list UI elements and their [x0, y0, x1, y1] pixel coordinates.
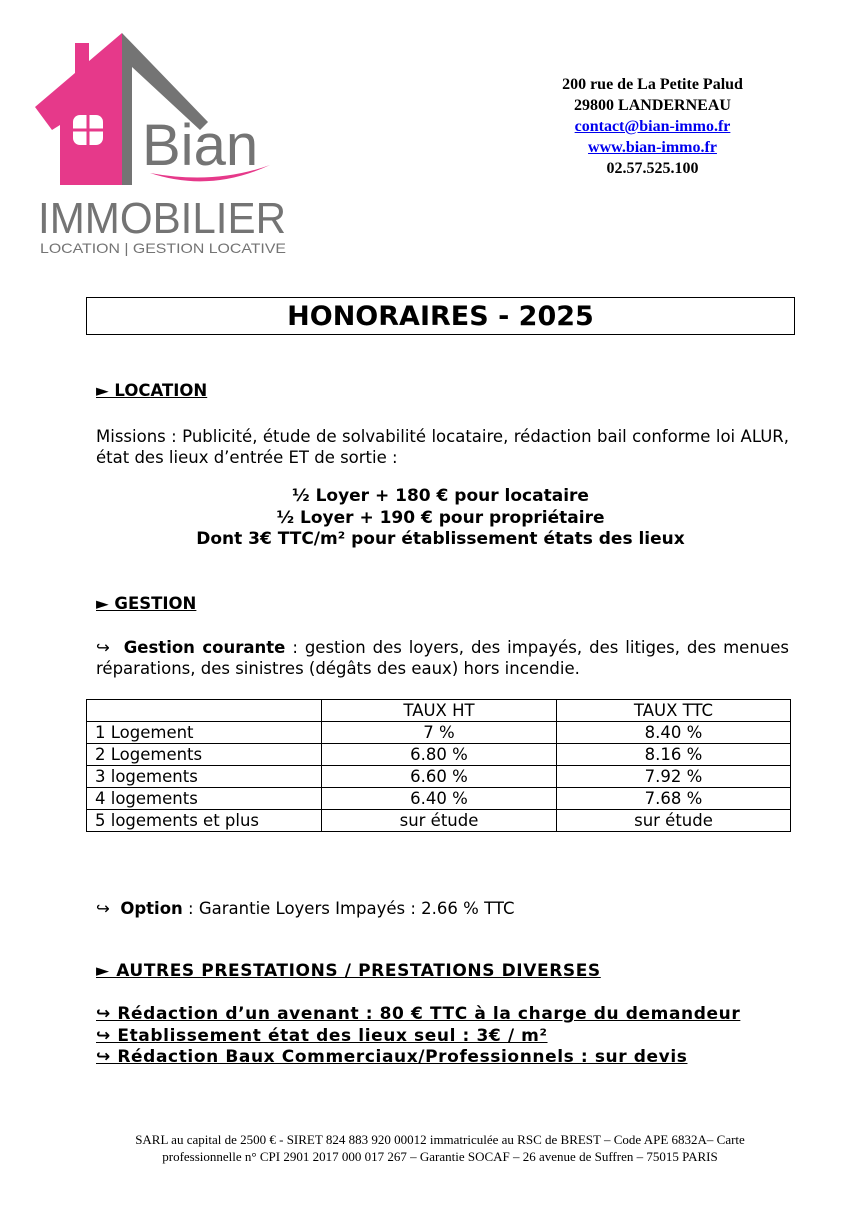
table-row	[87, 810, 791, 832]
table-header-row	[87, 700, 791, 722]
address-line-1: 200 rue de La Petite Palud	[562, 76, 743, 93]
table-header: TAUX TTC	[557, 700, 791, 722]
fee-tenant: ½ Loyer + 180 € pour locataire	[292, 486, 589, 506]
table-row	[87, 744, 791, 766]
presta-item: ↪ Rédaction d’un avenant : 80 € TTC à la charge du demandeur	[96, 1004, 741, 1024]
table-cell: 6.60 %	[322, 766, 557, 788]
table-header: TAUX HT	[322, 700, 557, 722]
option-label: Option	[120, 899, 183, 918]
table-cell: 4 logements	[87, 788, 322, 810]
table-cell: 1 Logement	[87, 722, 322, 744]
table-cell: 8.16 %	[557, 744, 791, 766]
location-fees	[86, 486, 795, 551]
table-cell: 3 logements	[87, 766, 322, 788]
table-cell: 2 Logements	[87, 744, 322, 766]
table-cell: sur étude	[322, 810, 557, 832]
fee-inventory: Dont 3€ TTC/m² pour établissement états des lieux	[196, 529, 685, 549]
contact-block	[520, 74, 785, 179]
company-logo	[30, 25, 300, 260]
table-row	[87, 788, 791, 810]
logo-name: IMMOBILIER	[38, 194, 286, 243]
legal-footer	[90, 1131, 790, 1165]
table-header	[87, 700, 322, 722]
table-cell: 8.40 %	[557, 722, 791, 744]
table-cell: sur étude	[557, 810, 791, 832]
table-cell: 7.68 %	[557, 788, 791, 810]
presta-item: ↪ Etablissement état des lieux seul : 3€ / m²	[96, 1026, 548, 1046]
phone-number: 02.57.525.100	[606, 160, 699, 177]
table-row	[87, 722, 791, 744]
email-link[interactable]: contact@bian-immo.fr	[574, 118, 731, 135]
table-cell: 6.80 %	[322, 744, 557, 766]
arrow-icon: ↪	[96, 638, 110, 657]
option-text: : Garantie Loyers Impayés : 2.66 % TTC	[182, 899, 515, 918]
logo-tagline: LOCATION | GESTION LOCATIVE	[40, 240, 286, 256]
autres-heading: ► AUTRES PRESTATIONS / PRESTATIONS DIVERSES	[96, 961, 601, 981]
location-heading: ► LOCATION	[96, 381, 208, 400]
table-row	[87, 766, 791, 788]
website-link[interactable]: www.bian-immo.fr	[588, 139, 717, 156]
gestion-current-label: Gestion courante	[123, 638, 286, 657]
arrow-icon: ↪	[96, 899, 110, 918]
table-cell: 7 %	[322, 722, 557, 744]
address-line-2: 29800 LANDERNEAU	[574, 97, 731, 114]
gestion-description	[96, 637, 789, 679]
logo-brand: Bian	[142, 113, 259, 178]
footer-line-1: SARL au capital de 2500 € - SIRET 824 883 920 00012 immatriculée au RSC de BREST – Code APE 6832A– Carte	[135, 1132, 745, 1147]
table-cell: 5 logements et plus	[87, 810, 322, 832]
location-missions: Missions : Publicité, étude de solvabilité locataire, rédaction bail conforme loi ALUR, état des lieux d’entrée ET de sortie :	[96, 427, 789, 467]
option-line	[96, 898, 789, 919]
footer-line-2: professionnelle n° CPI 2901 2017 000 017 267 – Garantie SOCAF – 26 avenue de Suffren – 75015 PARIS	[162, 1149, 718, 1164]
gestion-heading: ► GESTION	[96, 594, 197, 613]
presta-item: ↪ Rédaction Baux Commerciaux/Professionnels : sur devis	[96, 1047, 688, 1067]
fee-owner: ½ Loyer + 190 € pour propriétaire	[276, 507, 605, 528]
rates-table	[86, 699, 791, 832]
page-title: HONORAIRES - 2025	[86, 297, 795, 335]
table-cell: 7.92 %	[557, 766, 791, 788]
gestion-current-text: : gestion des loyers, des impayés, des litiges, des menues réparations, des sinistres (dégâts des eaux) hors incendie.	[96, 638, 789, 678]
table-cell: 6.40 %	[322, 788, 557, 810]
